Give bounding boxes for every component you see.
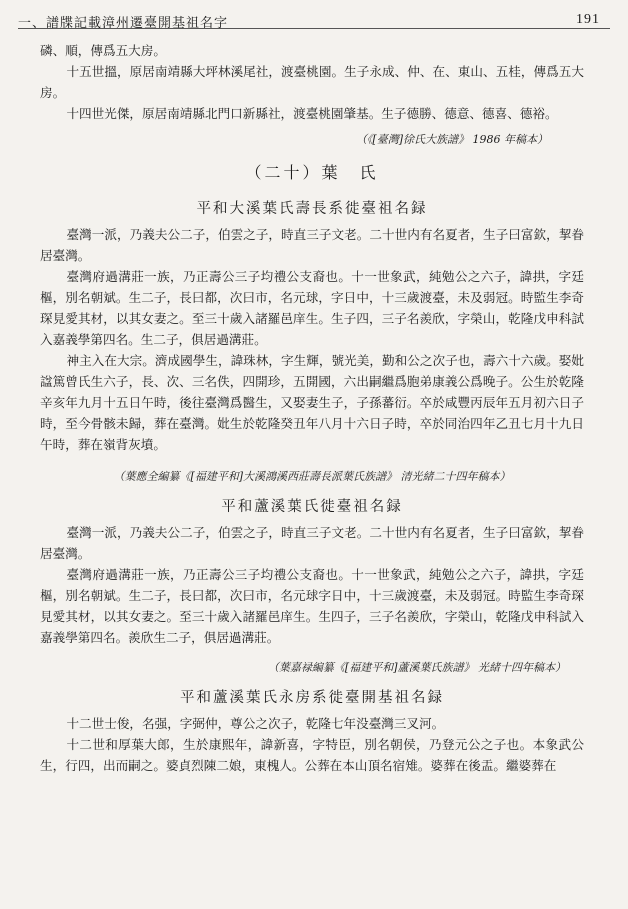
- paragraph: 神主入在大宗。濟成國學生，諱珠林，字生輝，號光美，勤和公之次子也，壽六十六歲。娶妣諡篤曾氏生六子，長、次、三名佚，四開珍，五開國，六出嗣繼爲胞弟康義公爲晚子。公生於乾隆辛亥年九月十五日午時，後往臺灣爲醫生，又娶妻生子，子孫蕃衍。卒於咸豐丙辰年五月初六日子時，至今骨骸未歸，葬在臺灣。妣生於乾隆癸丑年八月十六日子時，卒於同治四年乙丑七月十九日午時，葬在嶺背灰墳。: [40, 353, 584, 452]
- running-title: 一、譜牒記載漳州遷臺開基祖名字: [18, 16, 229, 31]
- paragraph: 十五世搵，原居南靖縣大坪林溪尾社，渡臺桃園。生子永成、仲、在、東山、五桂，傳爲五大房。: [40, 64, 584, 100]
- paragraph: 十二世和厚葉大郎，生於康熙年，諱新喜，字特臣，別名朝侯，乃登元公之子也。本象武公生，行四，出而嗣之。婆貞烈陳二娘，東槐人。公葬在本山頂名宿雉。婆葬在後盂。繼婆葬在: [40, 737, 584, 773]
- paragraph: 臺灣一派，乃義夫公二子，伯雲之子，時直三子文老。二十世内有名夏者，生子曰富欽，挈眷居臺灣。: [40, 525, 584, 561]
- subsection-title: 平和大溪葉氏壽長系徙臺祖名録: [196, 201, 428, 217]
- subsection-title: 平和蘆溪葉氏永房系徙臺開基祖名録: [180, 690, 444, 706]
- paragraph: 臺灣一派，乃義夫公二子，伯雲之子，時直三子文老。二十世内有名夏者，生子曰富欽，挈眷居臺灣。: [40, 227, 584, 263]
- paragraph: 十四世光傑，原居南靖縣北門口新縣社，渡臺桃園肇基。生子德勝、德意、德喜、德裕。: [66, 106, 558, 121]
- paragraph: 臺灣府過溝莊一族，乃正壽公三子均禮公支裔也。十一世象武，純勉公之六子，諱拱，字廷樞，別名朝斌。生二子，長曰都，次曰市，名元球字日中，十三歲渡臺，未及弱冠。時監生李奇琛見愛其材，以其女妻之。至三十歲入諸羅邑庠生。生四子，三子名羨欣，字榮山，乾隆戊申科試入嘉義學第四名。羨欣生二子，俱居過溝莊。: [40, 567, 584, 645]
- page-body: [40, 40, 584, 776]
- paragraph: 十二世士俊，名强，字弼仲，尊公之次子，乾隆七年没臺灣三叉河。: [66, 716, 445, 731]
- page-number: 191: [576, 12, 600, 27]
- page-header: [18, 6, 610, 30]
- paragraph: 磷、順，傳爲五大房。: [40, 43, 166, 58]
- subsection-title: 平和蘆溪葉氏徙臺祖名録: [221, 499, 403, 515]
- paragraph: 臺灣府過溝莊一族，乃正壽公三子均禮公支裔也。十一世象武，純勉公之六子，諱拱，字廷樞，別名朝斌。生二子，長曰都，次曰市，名元球，字日中，十三歲渡臺，未及弱冠。時監生李奇琛見愛其材，以其女妻之。至三十歲入諸羅邑庠生。生子四，三子名羨欣，字榮山，乾隆戊申科試入嘉義學第四名。生二子，俱居過溝莊。: [40, 269, 584, 347]
- source-citation: （《[臺灣]徐氏大族譜》 1986 年稿本）: [355, 133, 548, 146]
- section-title: （二十）葉 氏: [245, 163, 379, 182]
- source-citation: （葉應全編纂《[福建平和]大溪鴻溪西莊壽長派葉氏族譜》 清光緒二十四年稿本）: [113, 470, 511, 483]
- source-citation: （葉嘉禄編纂《[福建平和]蘆溪葉氏族譜》 光緒十四年稿本）: [267, 661, 566, 674]
- header-rule: [18, 28, 610, 29]
